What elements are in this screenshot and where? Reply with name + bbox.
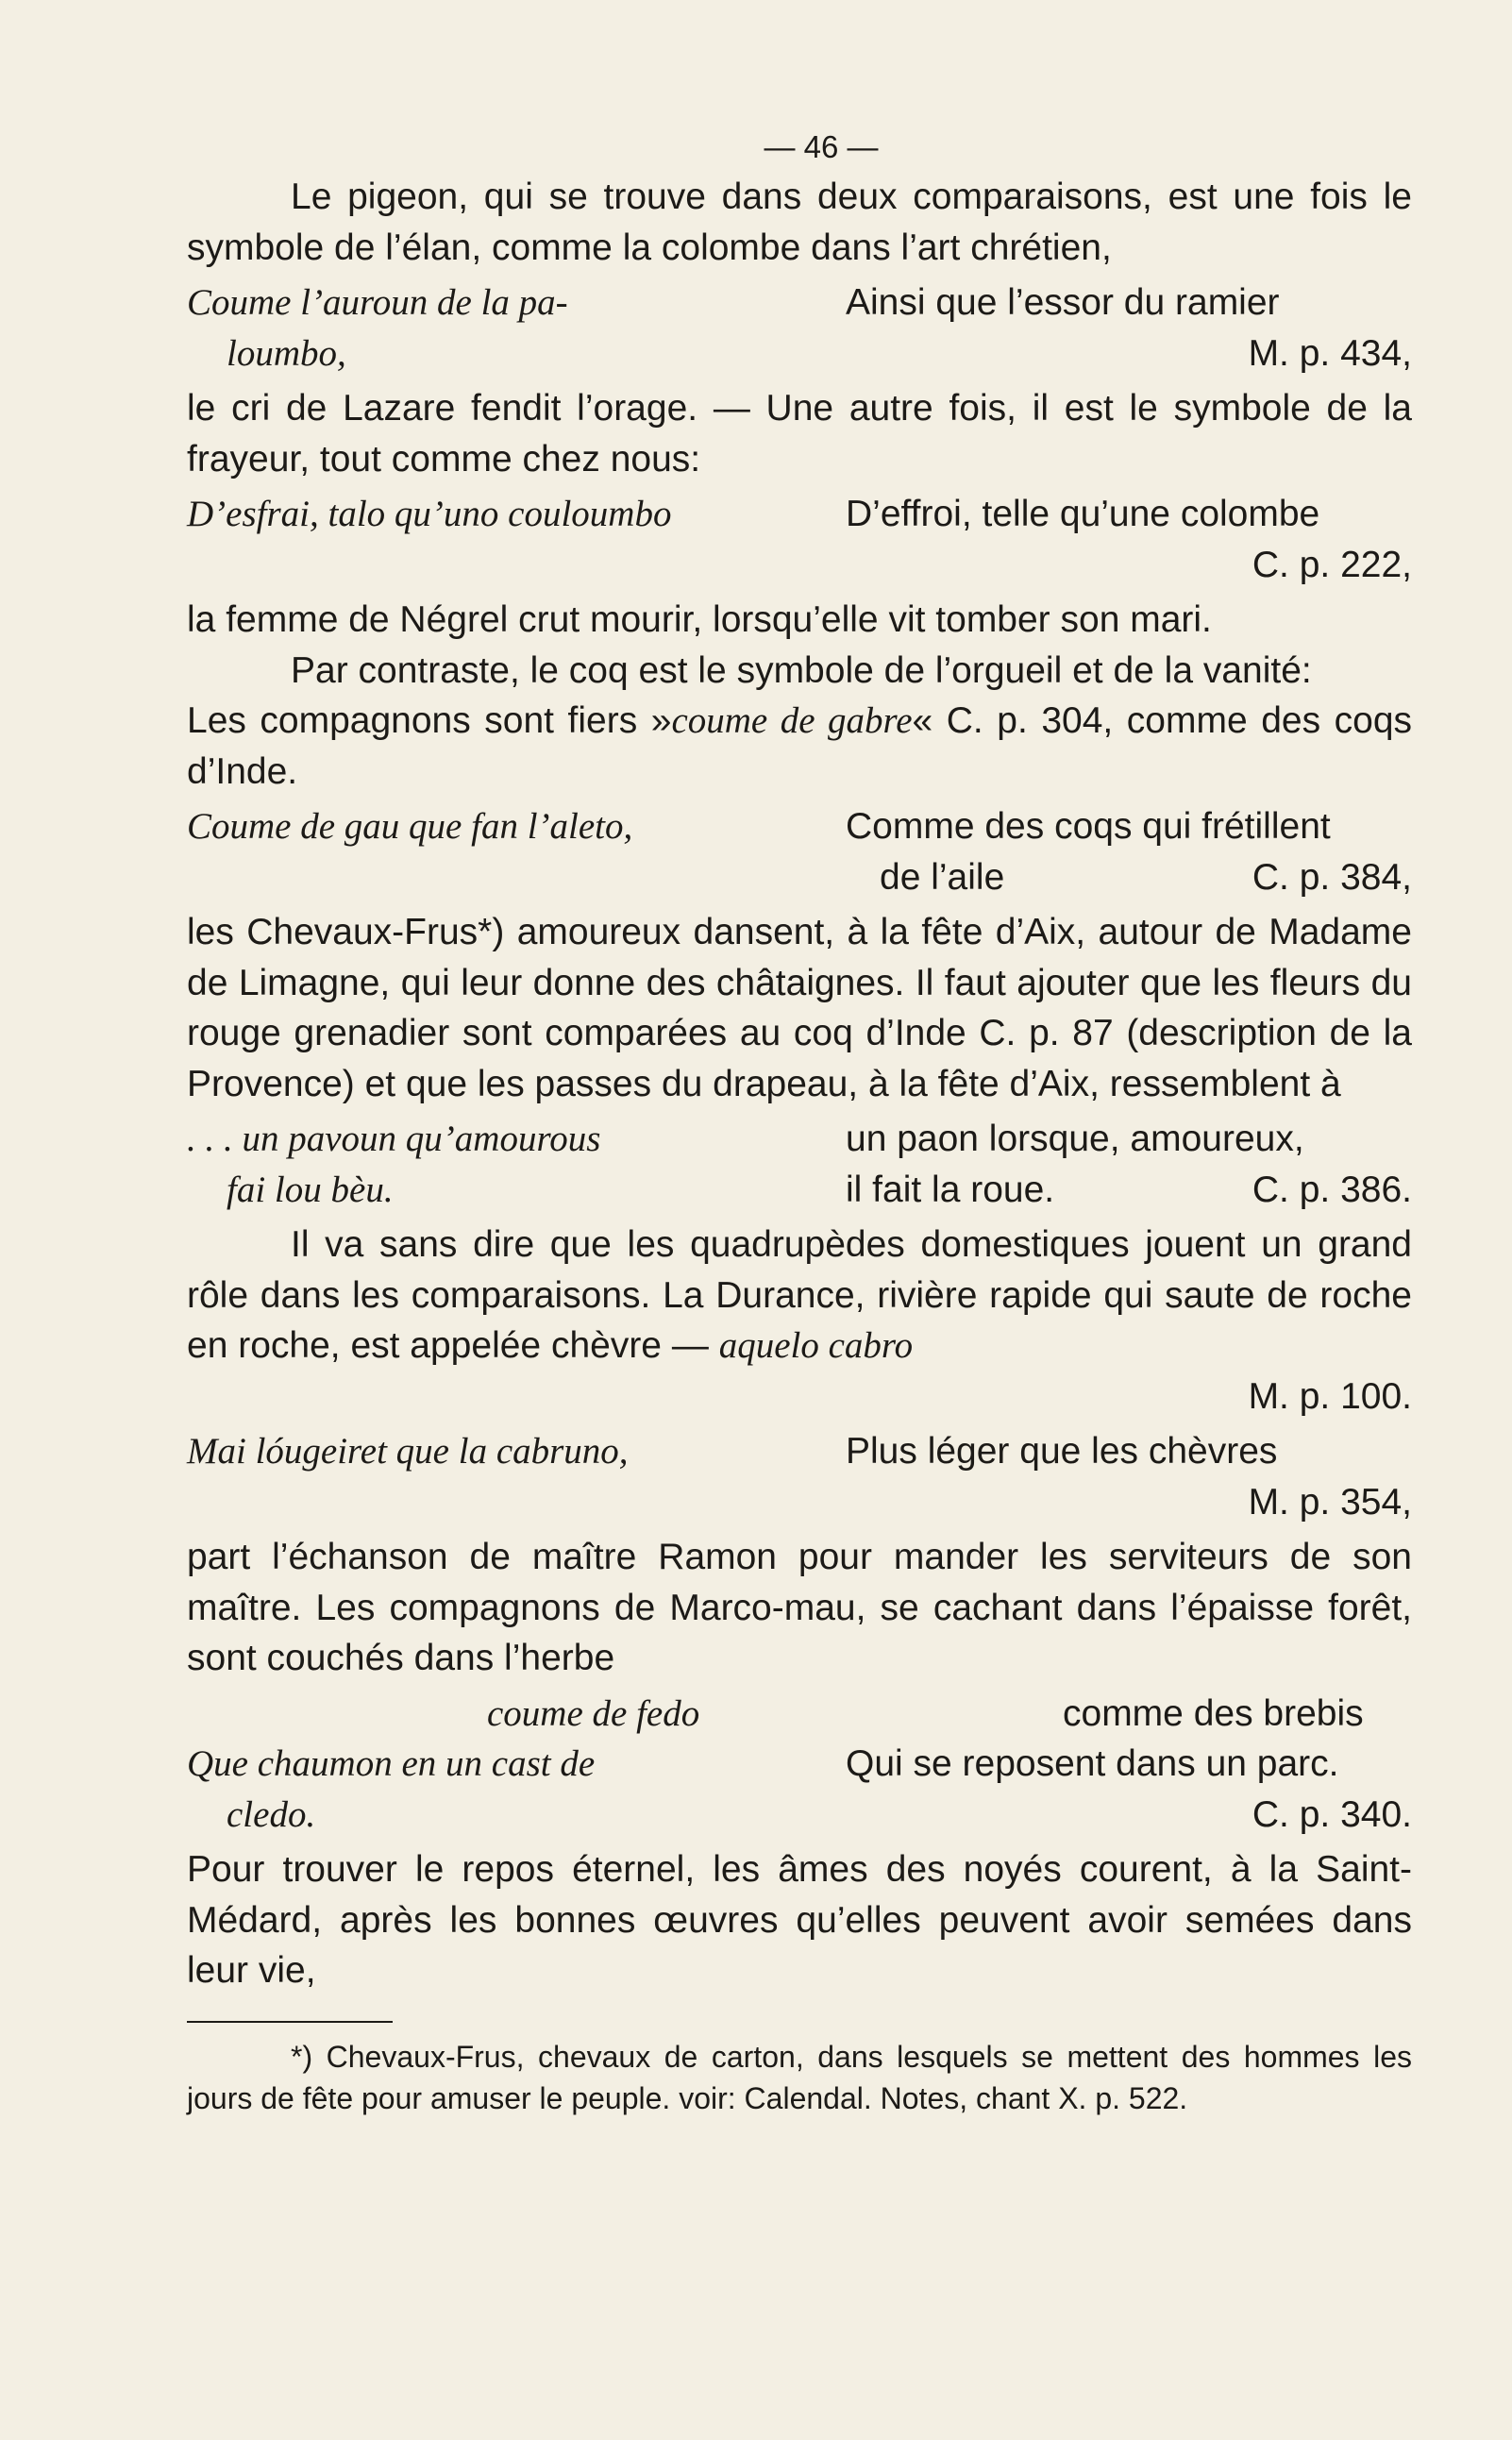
verse-line: Ainsi que l’essor du ramier [846, 282, 1280, 323]
verse-line: D’effroi, telle qu’une colombe [846, 494, 1320, 534]
verse-provencal [187, 1689, 791, 1841]
verse-line: Comme des coqs qui frétillent [846, 806, 1331, 847]
verse-line: Plus léger que les chèvres [846, 1431, 1278, 1472]
italic-phrase: coume de gabre [671, 700, 913, 741]
paragraph-lazare: le cri de Lazare fendit l’orage. — Une autre fois, il est le symbole de la frayeur, tout comme chez nous: [187, 388, 1412, 480]
reference: M. p. 100. [1248, 1375, 1412, 1417]
italic-phrase: aquelo cabro [718, 1325, 914, 1366]
paragraph-saint-medard: Pour trouver le repos éternel, les âmes des noyés courent, à la Saint-Médard, après les bonnes œuvres qu’elles peuvent avoir semées dans leur vie, [187, 1849, 1412, 1991]
verse-line: un paon lorsque, amoureux, [846, 1119, 1304, 1159]
verse-line: Coume de gau que fan l’aleto, [187, 806, 633, 847]
verse-reference: C. p. 340. [1252, 1793, 1412, 1835]
text-run: Les compagnons sont fiers » [187, 700, 672, 741]
verse-provencal [187, 278, 791, 379]
verse-provencal [187, 801, 791, 902]
text-run: Il va sans dire que les quadrupèdes domestiques jouent un grand rôle dans les comparaisons. La Durance, rivière rapide qui saute de roche en roche, est appelée chèvre — [187, 1224, 1412, 1366]
footnote: *) Chevaux-Frus, chevaux de carton, dans lesquels se mettent des hommes les jours de fête pour amuser le peuple. voir: Calendal. Notes, chant X. p. 522. [187, 2039, 1412, 2115]
verse-quote-fedo [187, 1689, 1412, 1841]
paragraph-chevaux-frus: les Chevaux-Frus*) amoureux dansent, à la fête d’Aix, autour de Madame de Limagne, qui leur donne des châtaignes. Il faut ajouter que les fleurs du rouge grenadier sont comparées au coq d’Inde C. p. 87 (description de la Provence) et que les passes du drapeau, à la fête d’Aix, ressemblent à [187, 912, 1412, 1104]
verse-line: . . . un pavoun qu’amourous [187, 1119, 601, 1159]
verse-line: loumbo, [227, 332, 346, 374]
verse-line: Qui se reposent dans un parc. [846, 1743, 1339, 1784]
verse-french [846, 278, 1412, 379]
verse-provencal [187, 489, 791, 590]
paragraph-pigeon: Le pigeon, qui se trouve dans deux comparaisons, est une fois le symbole de l’élan, comme la colombe dans l’art chrétien, [187, 177, 1412, 268]
verse-quote-pigeon [187, 278, 1412, 379]
verse-line: de l’aile [880, 856, 1005, 898]
page-body [187, 128, 1412, 2119]
page-number: — 46 — [764, 129, 879, 164]
verse-line-with-ref [846, 852, 1412, 903]
verse-line: D’esfrai, talo qu’uno couloumbo [187, 494, 672, 534]
verse-french [846, 1114, 1412, 1215]
verse-french [846, 801, 1412, 902]
text-run: « C. p. 304, comme des coqs d’Inde. [187, 700, 1413, 792]
paragraph-echanson: part l’échanson de maître Ramon pour mander les serviteurs de son maître. Les compagnons de Marco-mau, se cachant dans l’épaisse forêt, sont couchés dans l’herbe [187, 1537, 1412, 1678]
verse-line: coume de fedo [487, 1692, 700, 1734]
verse-line: Mai lóugeiret que la cabruno, [187, 1431, 629, 1472]
paragraph-durance [187, 1220, 1412, 1371]
verse-provencal [187, 1426, 791, 1527]
reference-line [187, 1371, 1412, 1422]
verse-french [846, 1426, 1412, 1527]
footnote-divider [187, 2021, 393, 2023]
verse-reference: C. p. 384, [1252, 856, 1412, 898]
verse-line: Que chaumon en un cast de [187, 1743, 596, 1784]
verse-line: cledo. [227, 1793, 316, 1835]
paragraph-negrel: la femme de Négrel crut mourir, lorsqu’elle vit tomber son mari. [187, 599, 1212, 640]
verse-quote-colombe [187, 489, 1412, 590]
verse-french [846, 489, 1412, 590]
verse-reference: C. p. 386. [1252, 1169, 1412, 1210]
verse-provencal [187, 1114, 791, 1215]
verse-reference: C. p. 222, [1252, 544, 1412, 585]
verse-quote-gau [187, 801, 1412, 902]
verse-reference: M. p. 434, [1248, 332, 1412, 374]
verse-line: fai lou bèu. [227, 1169, 394, 1210]
paragraph-compagnons [187, 696, 1412, 797]
verse-quote-pavoun [187, 1114, 1412, 1215]
verse-line: Coume l’auroun de la pa- [187, 282, 568, 323]
verse-quote-cabruno [187, 1426, 1412, 1527]
verse-french [846, 1689, 1412, 1841]
paragraph-coq: Par contraste, le coq est le symbole de l’orgueil et de la vanité: [291, 649, 1312, 691]
verse-reference: M. p. 354, [1248, 1481, 1412, 1523]
verse-line: il fait la roue. [846, 1169, 1055, 1210]
verse-line: comme des brebis [1063, 1692, 1364, 1734]
verse-line-with-ref [846, 1165, 1412, 1216]
